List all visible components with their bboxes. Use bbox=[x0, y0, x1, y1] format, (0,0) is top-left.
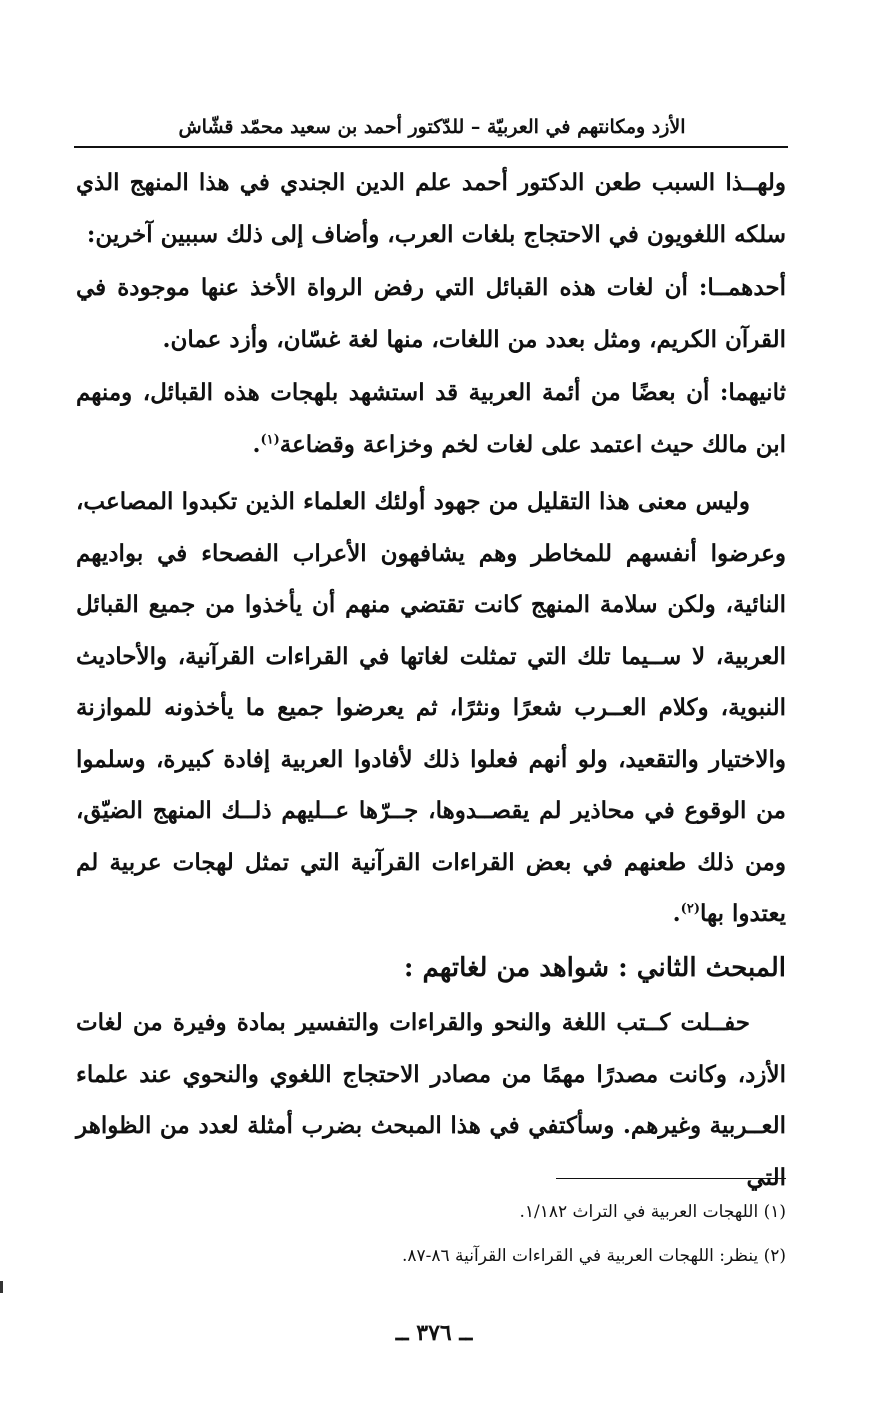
main-text bbox=[76, 157, 786, 940]
paragraph-text: ولهــذا السبب طعن الدكتور أحمد علم الدين الجندي في هذا المنهج الذي سلكه اللغويون في الاحتجاج بلغات العرب، وأضاف إلى ذلك سببين آخرين: bbox=[76, 169, 786, 248]
footnote-2: (٢) ينظر: اللهجات العربية في القراءات القرآنية ٨٦-٨٧. bbox=[401, 1246, 786, 1266]
footnote-ref-2[interactable]: (٢) bbox=[680, 901, 700, 917]
footnote-ref-1[interactable]: (١) bbox=[260, 431, 280, 447]
section-heading: المبحث الثاني : شواهد من لغاتهم : bbox=[403, 953, 786, 983]
running-header: الأزد ومكانتهم في العربيّة – للدّكتور أحمد بن سعيد محمّد قشّاش bbox=[178, 116, 686, 138]
page-number: ــ ٣٧٦ ــ bbox=[395, 1320, 473, 1346]
scan-margin-mark bbox=[0, 1281, 3, 1293]
paragraph-2 bbox=[76, 262, 786, 365]
section-paragraph: حفــلت كــتب اللغة والنحو والقراءات والتفسير بمادة وفيرة من لغات الأزد، وكانت مصدرًا مهمًا من مصادر الاحتجاج اللغوي والنحوي عند علماء العــربية وغيرهم. وسأكتفي في هذا المبحث بضرب أمثلة لعدد من الظواهر التي bbox=[76, 1009, 786, 1191]
paragraph-text: وليس معنى هذا التقليل من جهود أولئك العلماء الذين تكبدوا المصاعب، وعرضوا أنفسهم للمخاطر وهم يشافهون الأعراب الفصحاء في بواديهم النائية، ولكن سلامة المنهج كانت تقتضي منهم أن يأخذوا من جميع القبائل العربية، لا ســيما تلك التي تمثلت لغاتها في القراءات القرآنية، والأحاديث النبوية، وكلام العــرب شعرًا ونثرًا، ثم يعرضوا جميع ما يأخذونه للموازنة والاختيار والتقعيد، ولو أنهم فعلوا ذلك لأفادوا العربية إفادة كبيرة، وسلموا من الوقوع في محاذير لم يقصــدوها، جــرّها عــليهم ذلــك المنهج الضيّق، ومن ذلك طعنهم في بعض القراءات القرآنية التي تمثل لهجات عربية لم يعتدوا بها bbox=[76, 488, 786, 927]
paragraph-1 bbox=[76, 157, 786, 260]
header-rule bbox=[74, 146, 788, 148]
footnotes bbox=[86, 1190, 786, 1278]
footnote-1: (١) اللهجات العربية في التراث ١/١٨٢. bbox=[519, 1202, 786, 1222]
paragraph-4: وليس معنى هذا التقليل من جهود أولئك العلماء الذين تكبدوا المصاعب، وعرضوا أنفسهم للمخاطر وهم يشافهون الأعراب الفصحاء في بواديهم النائية، ولكن سلامة المنهج كانت تقتضي منهم أن يأخذوا من جميع القبائل العربية، لا ســيما تلك التي تمثلت لغاتها في القراءات القرآنية، والأحاديث النبوية، وكلام العــرب شعرًا ونثرًا، ثم يعرضوا جميع ما يأخذونه للموازنة والاختيار والتقعيد، ولو أنهم فعلوا ذلك لأفادوا العربية إفادة كبيرة، وسلموا من الوقوع في محاذير لم يقصــدوها، جــرّها عــليهم ذلــك المنهج الضيّق، ومن ذلك طعنهم في بعض القراءات القرآنية التي تمثل لهجات عربية لم يعتدوا بها$^{(٢)}$. bbox=[76, 488, 786, 927]
footnote-rule bbox=[556, 1178, 786, 1179]
paragraph-3: ثانيهما: أن بعضًا من أئمة العربية قد استشهد بلهجات هذه القبائل، ومنهم ابن مالك حيث اعتمد على لغات لخم وخزاعة وقضاعة$^{(١)}$. bbox=[76, 379, 786, 458]
section-text bbox=[76, 997, 786, 1203]
paragraph-text: أحدهمــا: أن لغات هذه القبائل التي رفض الرواة الأخذ عنها موجودة في القرآن الكريم، ومثل بعدد من اللغات، منها لغة غسّان، وأزد عمان. bbox=[76, 274, 786, 353]
paragraph-text: ثانيهما: أن بعضًا من أئمة العربية قد استشهد بلهجات هذه القبائل، ومنهم ابن مالك حيث اعتمد على لغات لخم وخزاعة وقضاعة bbox=[76, 379, 786, 458]
